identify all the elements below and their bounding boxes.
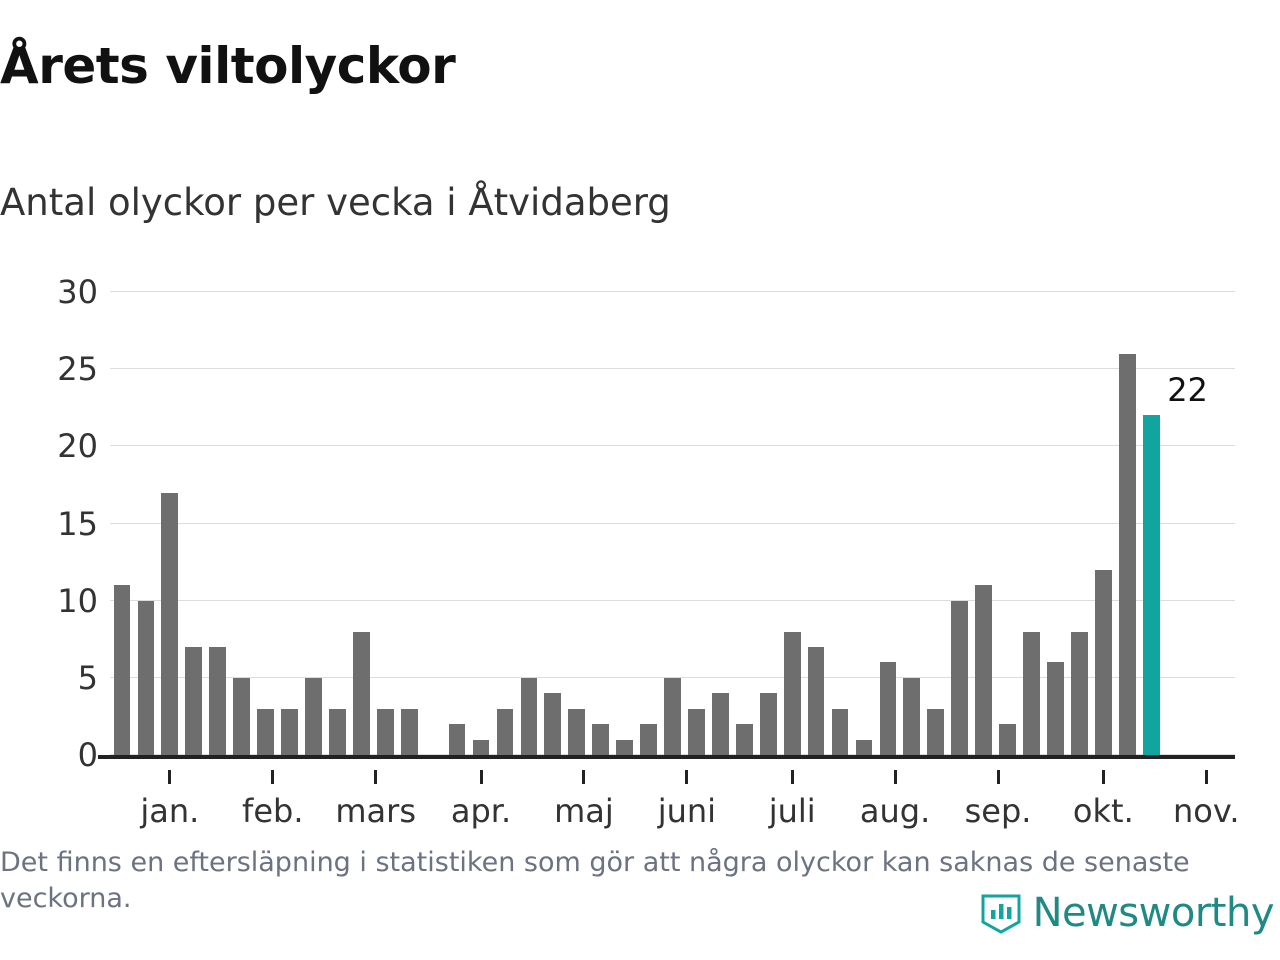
x-axis-tick-label: maj xyxy=(554,792,614,830)
bar xyxy=(521,678,538,755)
bar xyxy=(114,585,131,755)
bar xyxy=(688,709,705,755)
y-axis-tick-label: 15 xyxy=(57,504,98,543)
x-axis-tick xyxy=(374,770,377,784)
bar xyxy=(712,693,729,755)
x-axis-tick xyxy=(791,770,794,784)
x-axis-tick-label: jan. xyxy=(140,792,200,830)
bar xyxy=(951,601,968,755)
bar xyxy=(568,709,585,755)
bar xyxy=(329,709,346,755)
x-axis-tick-label: mars xyxy=(335,792,416,830)
x-axis-tick-label: juni xyxy=(657,792,717,830)
bar xyxy=(233,678,250,755)
page-title: Årets viltolyckor xyxy=(0,37,456,95)
bar xyxy=(999,724,1016,755)
x-axis-line xyxy=(98,755,1235,759)
x-axis-tick-label: feb. xyxy=(242,792,304,830)
x-axis-tick xyxy=(685,770,688,784)
bar xyxy=(1119,354,1136,755)
x-axis-tick xyxy=(271,770,274,784)
bar xyxy=(784,632,801,755)
y-axis-tick-label: 5 xyxy=(77,658,98,697)
bar xyxy=(544,693,561,755)
chart-logo-icon xyxy=(979,891,1023,935)
bar xyxy=(1023,632,1040,755)
y-axis-tick-label: 0 xyxy=(77,736,98,774)
y-axis-tick-label: 25 xyxy=(57,350,98,389)
x-axis-tick-label: nov. xyxy=(1173,792,1240,830)
bar xyxy=(616,740,633,755)
x-axis-tick xyxy=(1205,770,1208,784)
bar-value-label: 22 xyxy=(1167,371,1208,410)
bar xyxy=(592,724,609,755)
bar xyxy=(903,678,920,755)
plot-area xyxy=(110,292,1235,755)
bar xyxy=(927,709,944,755)
x-axis-tick xyxy=(894,770,897,784)
bar xyxy=(640,724,657,755)
chart-subtitle: Antal olyckor per vecka i Åtvidaberg xyxy=(0,181,671,224)
brand-logo xyxy=(979,890,1274,936)
bar xyxy=(832,709,849,755)
bar xyxy=(185,647,202,755)
bar xyxy=(880,662,897,755)
bar xyxy=(138,601,155,755)
x-axis-tick-label: sep. xyxy=(964,792,1032,830)
y-axis-tick-label: 10 xyxy=(57,581,98,620)
bar xyxy=(209,647,226,755)
bar xyxy=(856,740,873,755)
bar xyxy=(1071,632,1088,755)
bar xyxy=(353,632,370,755)
bar xyxy=(1095,570,1112,755)
x-axis-tick xyxy=(997,770,1000,784)
bar xyxy=(736,724,753,755)
bar xyxy=(377,709,394,755)
chart-note: Det finns en eftersläpning i statistiken som gör att några olyckor kan saknas de senaste veckorna. xyxy=(0,847,1190,914)
x-axis-tick-label: aug. xyxy=(859,792,931,830)
bar-chart xyxy=(0,270,1280,830)
x-axis-tick xyxy=(582,770,585,784)
x-axis-labels xyxy=(110,770,1240,830)
brand-name: Newsworthy xyxy=(1032,890,1274,936)
bar xyxy=(305,678,322,755)
bar-series xyxy=(110,292,1235,755)
bar xyxy=(664,678,681,755)
x-axis-tick xyxy=(480,770,483,784)
y-axis-tick-label: 30 xyxy=(57,273,98,311)
x-axis-tick-label: okt. xyxy=(1072,792,1134,830)
bar xyxy=(281,709,298,755)
x-axis-tick xyxy=(1102,770,1105,784)
x-axis-tick-label: apr. xyxy=(450,792,512,830)
bar xyxy=(760,693,777,755)
y-axis-labels xyxy=(0,273,98,774)
y-axis-tick-label: 20 xyxy=(57,427,98,466)
bar xyxy=(257,709,274,755)
bar xyxy=(449,724,466,755)
x-axis-tick xyxy=(168,770,171,784)
bar xyxy=(1047,662,1064,755)
bar xyxy=(975,585,992,755)
bar xyxy=(1143,415,1160,755)
bar xyxy=(808,647,825,755)
bar xyxy=(161,493,178,755)
bar xyxy=(497,709,514,755)
bar xyxy=(473,740,490,755)
bar xyxy=(401,709,418,755)
x-axis-tick-label: juli xyxy=(768,792,816,830)
